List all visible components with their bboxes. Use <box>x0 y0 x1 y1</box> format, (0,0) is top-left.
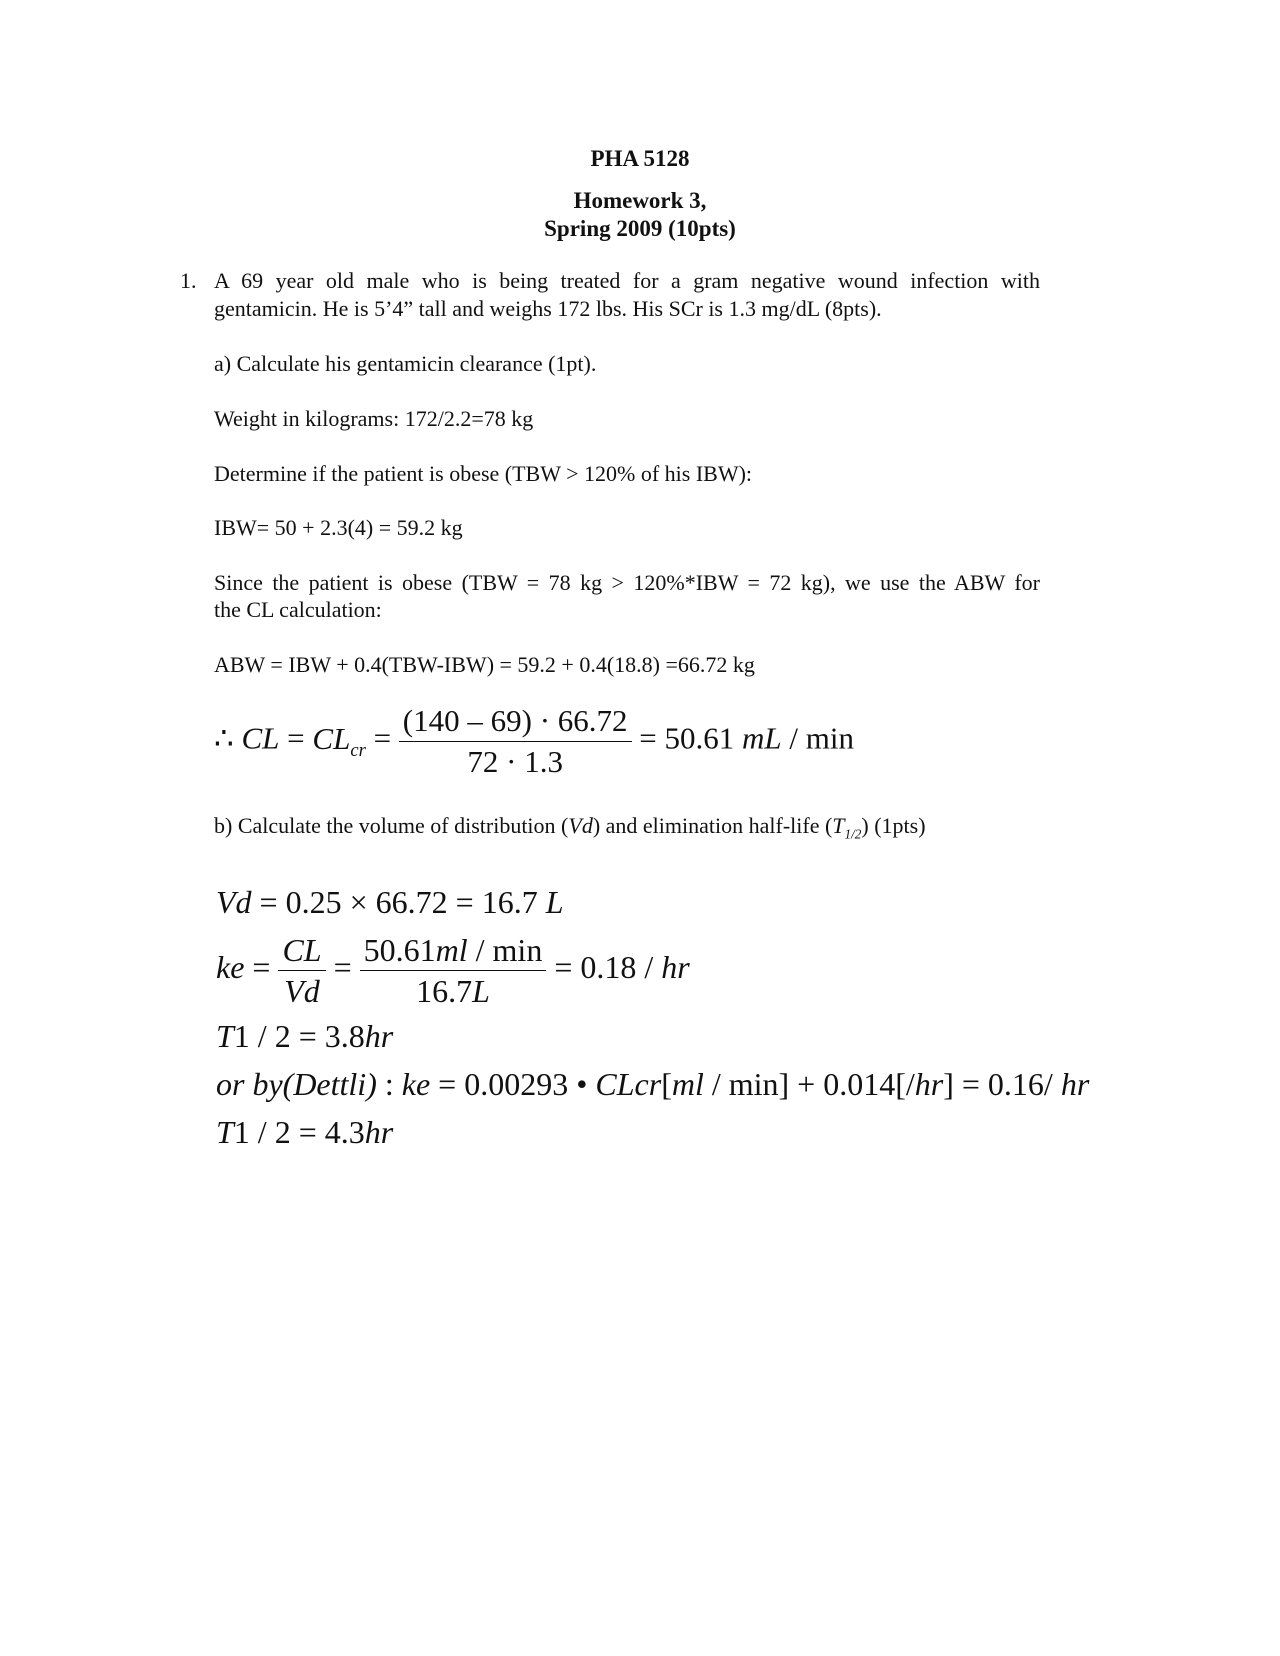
ke-fraction-2: $\frac{50.61ml / \min}{16.7L}$ <box>360 932 547 1009</box>
t-half-equation-1: T1 / 2 = 3.8hr <box>216 1018 394 1054</box>
obesity-check: Determine if the patient is obese (TBW > 120% of his IBW): <box>214 461 753 486</box>
ke-equation: ke = $\frac{CL}{Vd}$ = $\frac{50.61ml / \min}{16.7L}$ = 0.18 / hr <box>216 932 690 1009</box>
equals-sign-2: = <box>373 720 392 756</box>
clearance-unit-rest: / min <box>789 720 854 756</box>
equals-sign: = <box>287 720 305 756</box>
t-half-symbol: $T_{1/2}$ <box>832 813 862 842</box>
problem-number: 1. <box>180 268 197 293</box>
assignment-title: Homework 3, <box>573 188 707 213</box>
course-title: PHA 5128 <box>590 146 690 171</box>
abw-calculation: ABW = IBW + 0.4(TBW-IBW) = 59.2 + 0.4(18.8) =66.72 kg <box>214 652 755 677</box>
t-half-equation-2: T1 / 2 = 4.3hr <box>216 1114 394 1150</box>
weight-conversion: Weight in kilograms: 172/2.2=78 kg <box>214 406 534 431</box>
part-a-question: a) Calculate his gentamicin clearance (1pt). <box>214 351 597 376</box>
ke-fraction-1: $\frac{CL}{Vd}$ <box>278 932 325 1009</box>
clearance-unit: mL <box>742 720 782 756</box>
clearance-denominator: 72 · 1.3 <box>467 744 563 779</box>
part-b-question: b) Calculate the volume of distribution (Vd) and elimination half-life $(T_{1/2})$ (1pts) <box>214 813 926 842</box>
clearance-result: = 50.61 <box>639 720 735 756</box>
cl-symbol: CL <box>241 720 280 756</box>
obesity-statement-line1: Since the patient is obese (TBW = 78 kg > 120%*IBW = 72 kg), we use the ABW for <box>214 570 1040 595</box>
problem-statement-line1: A 69 year old male who is being treated for a gram negative wound infection with <box>214 268 1040 293</box>
vd-symbol: Vd <box>568 813 593 838</box>
therefore-symbol: ∴ <box>214 720 234 756</box>
dettli-equation: or by(Dettli) : ke = 0.00293 • CLcr[ml / min] + 0.014[/hr] = 0.16/ hr <box>216 1066 1090 1102</box>
obesity-statement-line2: the CL calculation: <box>214 597 382 622</box>
vd-equation: Vd = 0.25 × 66.72 = 16.7 L <box>216 884 564 920</box>
problem-statement-line2: gentamicin. He is 5’4” tall and weighs 172 lbs. His SCr is 1.3 mg/dL (8pts). <box>214 296 882 321</box>
term-title: Spring 2009 (10pts) <box>544 216 736 241</box>
ibw-calculation: IBW= 50 + 2.3(4) = 59.2 kg <box>214 515 463 540</box>
clearance-equation <box>214 703 854 780</box>
clcr-symbol: $CL_{cr}$ <box>312 720 366 761</box>
clearance-numerator: (140 – 69) · 66.72 <box>399 703 632 742</box>
clearance-fraction <box>399 703 632 780</box>
